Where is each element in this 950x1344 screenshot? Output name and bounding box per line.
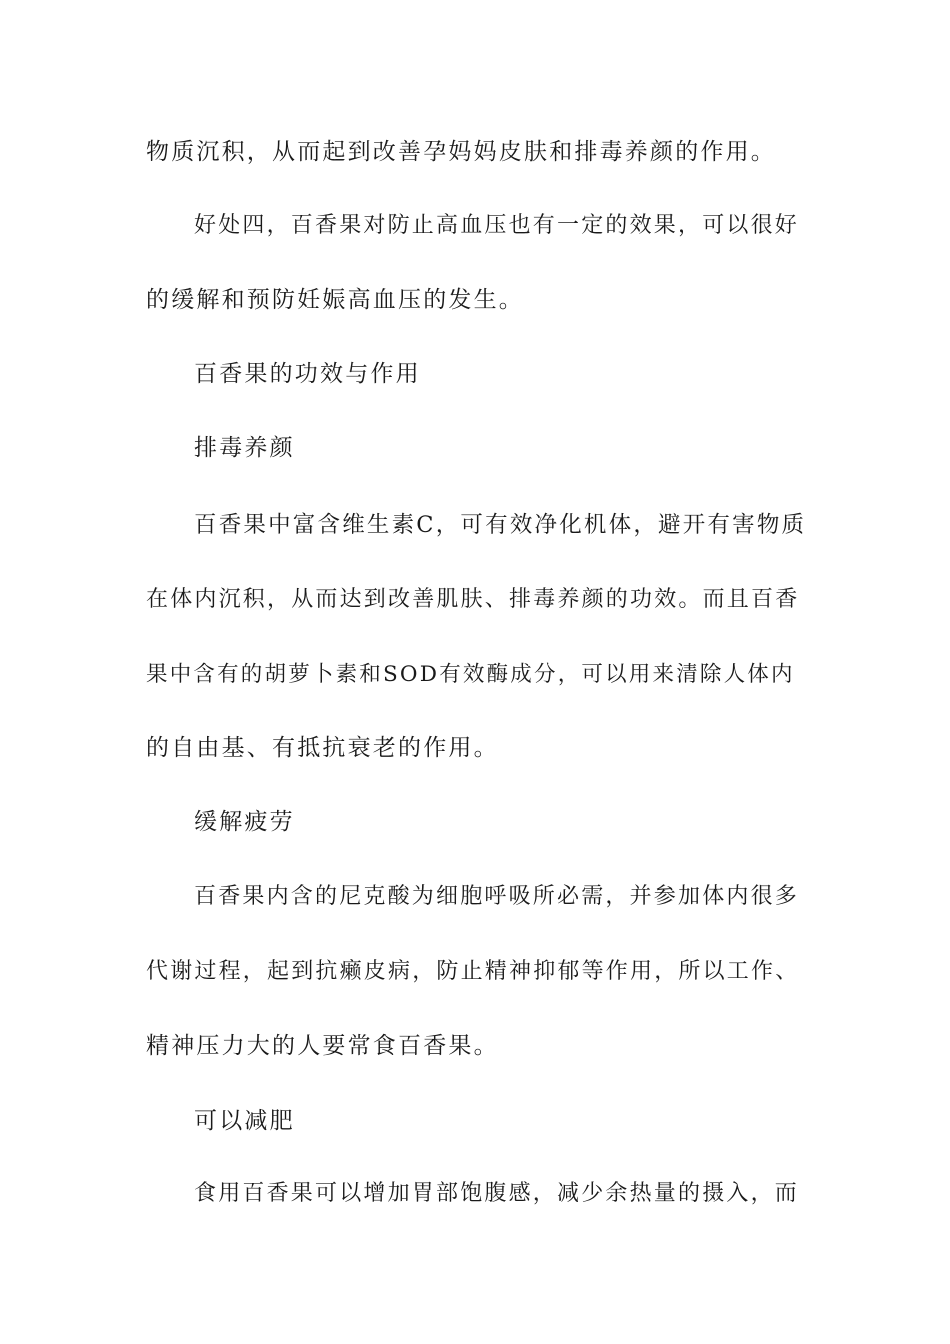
text-line-9: 的自由基、有抵抗衰老的作用。 — [146, 735, 499, 761]
text-line-1: 物质沉积，从而起到改善孕妈妈皮肤和排毒养颜的作用。 — [146, 139, 776, 165]
text-line-15: 食用百香果可以增加胃部饱腹感，减少余热量的摄入，而 — [194, 1181, 800, 1206]
text-line-3: 的缓解和预防妊娠高血压的发生。 — [146, 287, 524, 313]
subheading-weight-loss: 可以减肥 — [194, 1108, 295, 1134]
text-line-12: 代谢过程，起到抗癞皮病，防止精神抑郁等作用，所以工作、 — [146, 959, 800, 984]
text-line-2: 好处四，百香果对防止高血压也有一定的效果，可以很好 — [194, 213, 800, 238]
text-line-11: 百香果内含的尼克酸为细胞呼吸所必需，并参加体内很多 — [194, 884, 800, 909]
subheading-detox: 排毒养颜 — [194, 435, 295, 461]
subheading-fatigue: 缓解疲劳 — [194, 809, 295, 835]
text-line-6: 百香果中富含维生素C，可有效净化机体，避开有害物质 — [194, 512, 807, 538]
text-line-13: 精神压力大的人要常食百香果。 — [146, 1033, 499, 1059]
section-heading: 百香果的功效与作用 — [194, 361, 421, 387]
text-line-7: 在体内沉积，从而达到改善肌肤、排毒养颜的功效。而且百香 — [146, 587, 800, 612]
text-line-8: 果中含有的胡萝卜素和SOD有效酶成分，可以用来清除人体内 — [146, 662, 795, 687]
